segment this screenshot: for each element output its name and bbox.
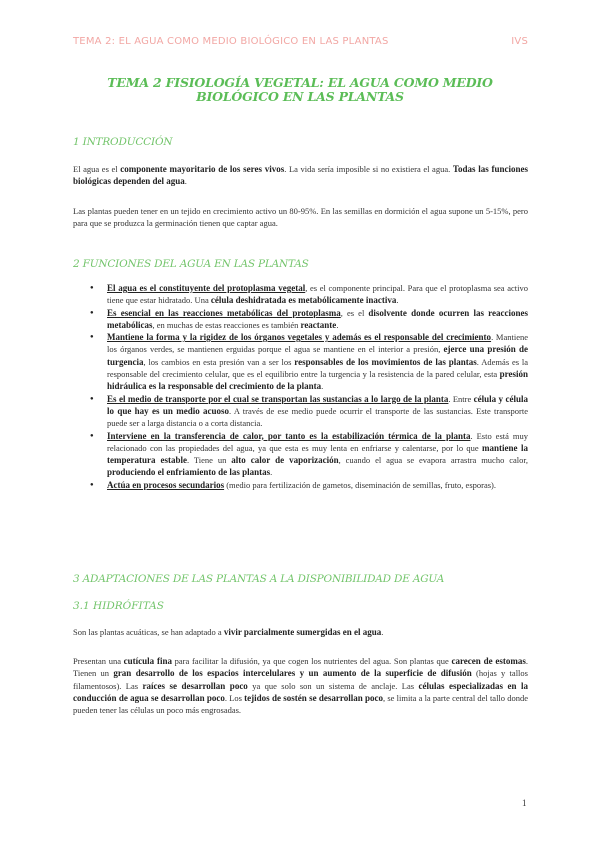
bold-text: alto calor de vaporización <box>231 455 339 466</box>
text-run: (medio para fertilización de gametos, diseminación de semillas, fruto, esporas). <box>224 479 497 490</box>
text-run: . <box>396 295 399 306</box>
text-run: . <box>321 381 324 392</box>
bold-text: gran desarrollo de los espacios intercelulares y un aumento de la superficie de difusión <box>113 668 472 679</box>
text-run: , en muchas de estas reacciones es también <box>152 319 301 330</box>
bold-text: produciendo el enfriamiento de las plantas <box>107 467 271 478</box>
text-run: . Entre <box>448 393 474 404</box>
text-run: . Los <box>224 692 245 703</box>
text-run: . La vida sería imposible si no existiera el agua. <box>284 164 453 174</box>
text-run: , los cambios en esta presión van a ser los <box>143 356 295 367</box>
header-initials: IVS <box>511 36 528 47</box>
header-title: TEMA 2: EL AGUA COMO MEDIO BIOLÓGICO EN LAS PLANTAS <box>73 36 389 47</box>
text-run: . Esto está muy relacionado con las propiedades del agua, ya que esta es muy lenta en enfriarse y calentarse, por lo que <box>107 430 528 453</box>
bold-text: responsables de los movimientos de las plantas <box>294 356 477 367</box>
bold-text: vivir parcialmente sumergidas en el agua <box>223 627 382 637</box>
page-number: 1 <box>522 798 527 808</box>
text-run: . Mantiene los órganos verdes, se mantienen erguidas porque el agua se mantiene en el interior a presión, <box>107 332 529 355</box>
bold-text: cutícula fina <box>123 656 172 666</box>
text-run: . Además es la responsable del crecimiento celular, que es el equilibrio entre la turgencia y la resistencia de la pared celular, esta <box>107 356 528 380</box>
document-title: TEMA 2 FISIOLOGÍA VEGETAL: EL AGUA COMO MEDIO BIOLÓGICO EN LAS PLANTAS <box>107 75 493 104</box>
list-item <box>90 430 528 479</box>
bold-text: ejerce una presión de turgencia <box>107 344 528 367</box>
bold-text: raíces se desarrollan poco <box>142 680 248 691</box>
text-run: (hojas y tallos filamentosos). Las <box>73 668 528 691</box>
bold-text: reactante <box>300 319 337 330</box>
text-run: El agua es el <box>73 164 121 174</box>
underlined-text: Es el medio de transporte por el cual se transportan las sustancias a lo largo de la planta <box>107 393 449 404</box>
text-run: Son las plantas acuáticas, se han adaptado a <box>73 627 224 637</box>
bold-text: mantiene la temperatura estable <box>107 442 528 466</box>
underlined-text: El agua es el constituyente del protoplasma vegetal <box>107 283 306 293</box>
section-heading-introduccion: 1 INTRODUCCIÓN <box>73 136 173 148</box>
bold-text: célula y célula lo que hay es un medio acuoso <box>107 393 528 416</box>
text-run: . Tiene un <box>187 455 232 466</box>
list-item <box>90 393 528 430</box>
intro-paragraph-2: Las plantas pueden tener en un tejido en crecimiento activo un 80-95%. En las semillas en dormición el agua supone un 5-15%, pero para que se produzca la germinación tienen que captar agua. <box>73 206 528 229</box>
list-item <box>90 282 528 307</box>
section-heading-funciones: 2 FUNCIONES DEL AGUA EN LAS PLANTAS <box>73 258 309 270</box>
text-run: . A través de ese medio puede ocurrir el transporte de las sustancias. Este transporte puede ser a larga distancia o a corta distancia. <box>107 405 528 429</box>
subsection-heading-hidrofitas: 3.1 HIDRÓFITAS <box>73 600 164 612</box>
bold-text: disolvente donde ocurren las reacciones metabólicas <box>107 307 528 330</box>
text-run: . <box>336 319 339 330</box>
bold-text: célula deshidratada es metabólicamente inactiva <box>210 295 397 306</box>
text-run: . <box>381 627 384 637</box>
text-run: Presentan una <box>73 656 124 666</box>
text-run: , se limita a la parte central del tallo donde pueden tener las células un poco más engrosadas. <box>73 692 529 716</box>
bold-text: carecen de estomas <box>451 656 526 666</box>
intro-paragraph-1 <box>73 163 528 188</box>
list-item <box>90 331 528 392</box>
underlined-text: Mantiene la forma y la rigidez de los órganos vegetales y además es el responsable del crecimiento <box>107 332 492 343</box>
bold-text: componente mayoritario de los seres vivos <box>120 164 285 174</box>
underlined-text: Es esencial en las reacciones metabólicas del protoplasma <box>107 307 341 318</box>
section-heading-adaptaciones: 3 ADAPTACIONES DE LAS PLANTAS A LA DISPONIBILIDAD DE AGUA <box>73 573 445 585</box>
text-run: . <box>270 467 273 478</box>
bold-text: Todas las funciones biológicas dependen del agua <box>73 164 528 187</box>
underlined-text: Interviene en la transferencia de calor, por tanto es la estabilización térmica de la planta <box>107 430 471 441</box>
underlined-text: Actúa en procesos secundarios <box>107 479 225 490</box>
text-run: . <box>184 176 187 187</box>
funciones-list <box>90 282 528 491</box>
list-item <box>90 479 528 491</box>
text-run: , es el componente principal. Para que el protoplasma sea activo tiene que estar hidratado. Una <box>107 283 528 306</box>
list-item <box>90 307 528 332</box>
text-run: ya que solo son un sistema de anclaje. Las <box>247 680 419 691</box>
text-run: para facilitar la difusión, ya que cogen los nutrientes del agua. Son plantas que <box>171 656 452 666</box>
hidrofitas-paragraph-1 <box>73 626 528 638</box>
hidrofitas-paragraph-2 <box>73 655 528 716</box>
text-run: . Tienen un <box>73 656 528 679</box>
bold-text: tejidos de sostén se desarrollan poco <box>244 692 384 703</box>
text-run: , es el <box>340 307 369 318</box>
bold-text: presión hidráulica es la responsable del crecimiento de la planta <box>107 369 528 392</box>
bold-text: células especializadas en la conducción de agua se desarrollan poco <box>73 680 528 703</box>
text-run: , cuando el agua se evapora arrastra mucho calor, <box>338 455 528 466</box>
